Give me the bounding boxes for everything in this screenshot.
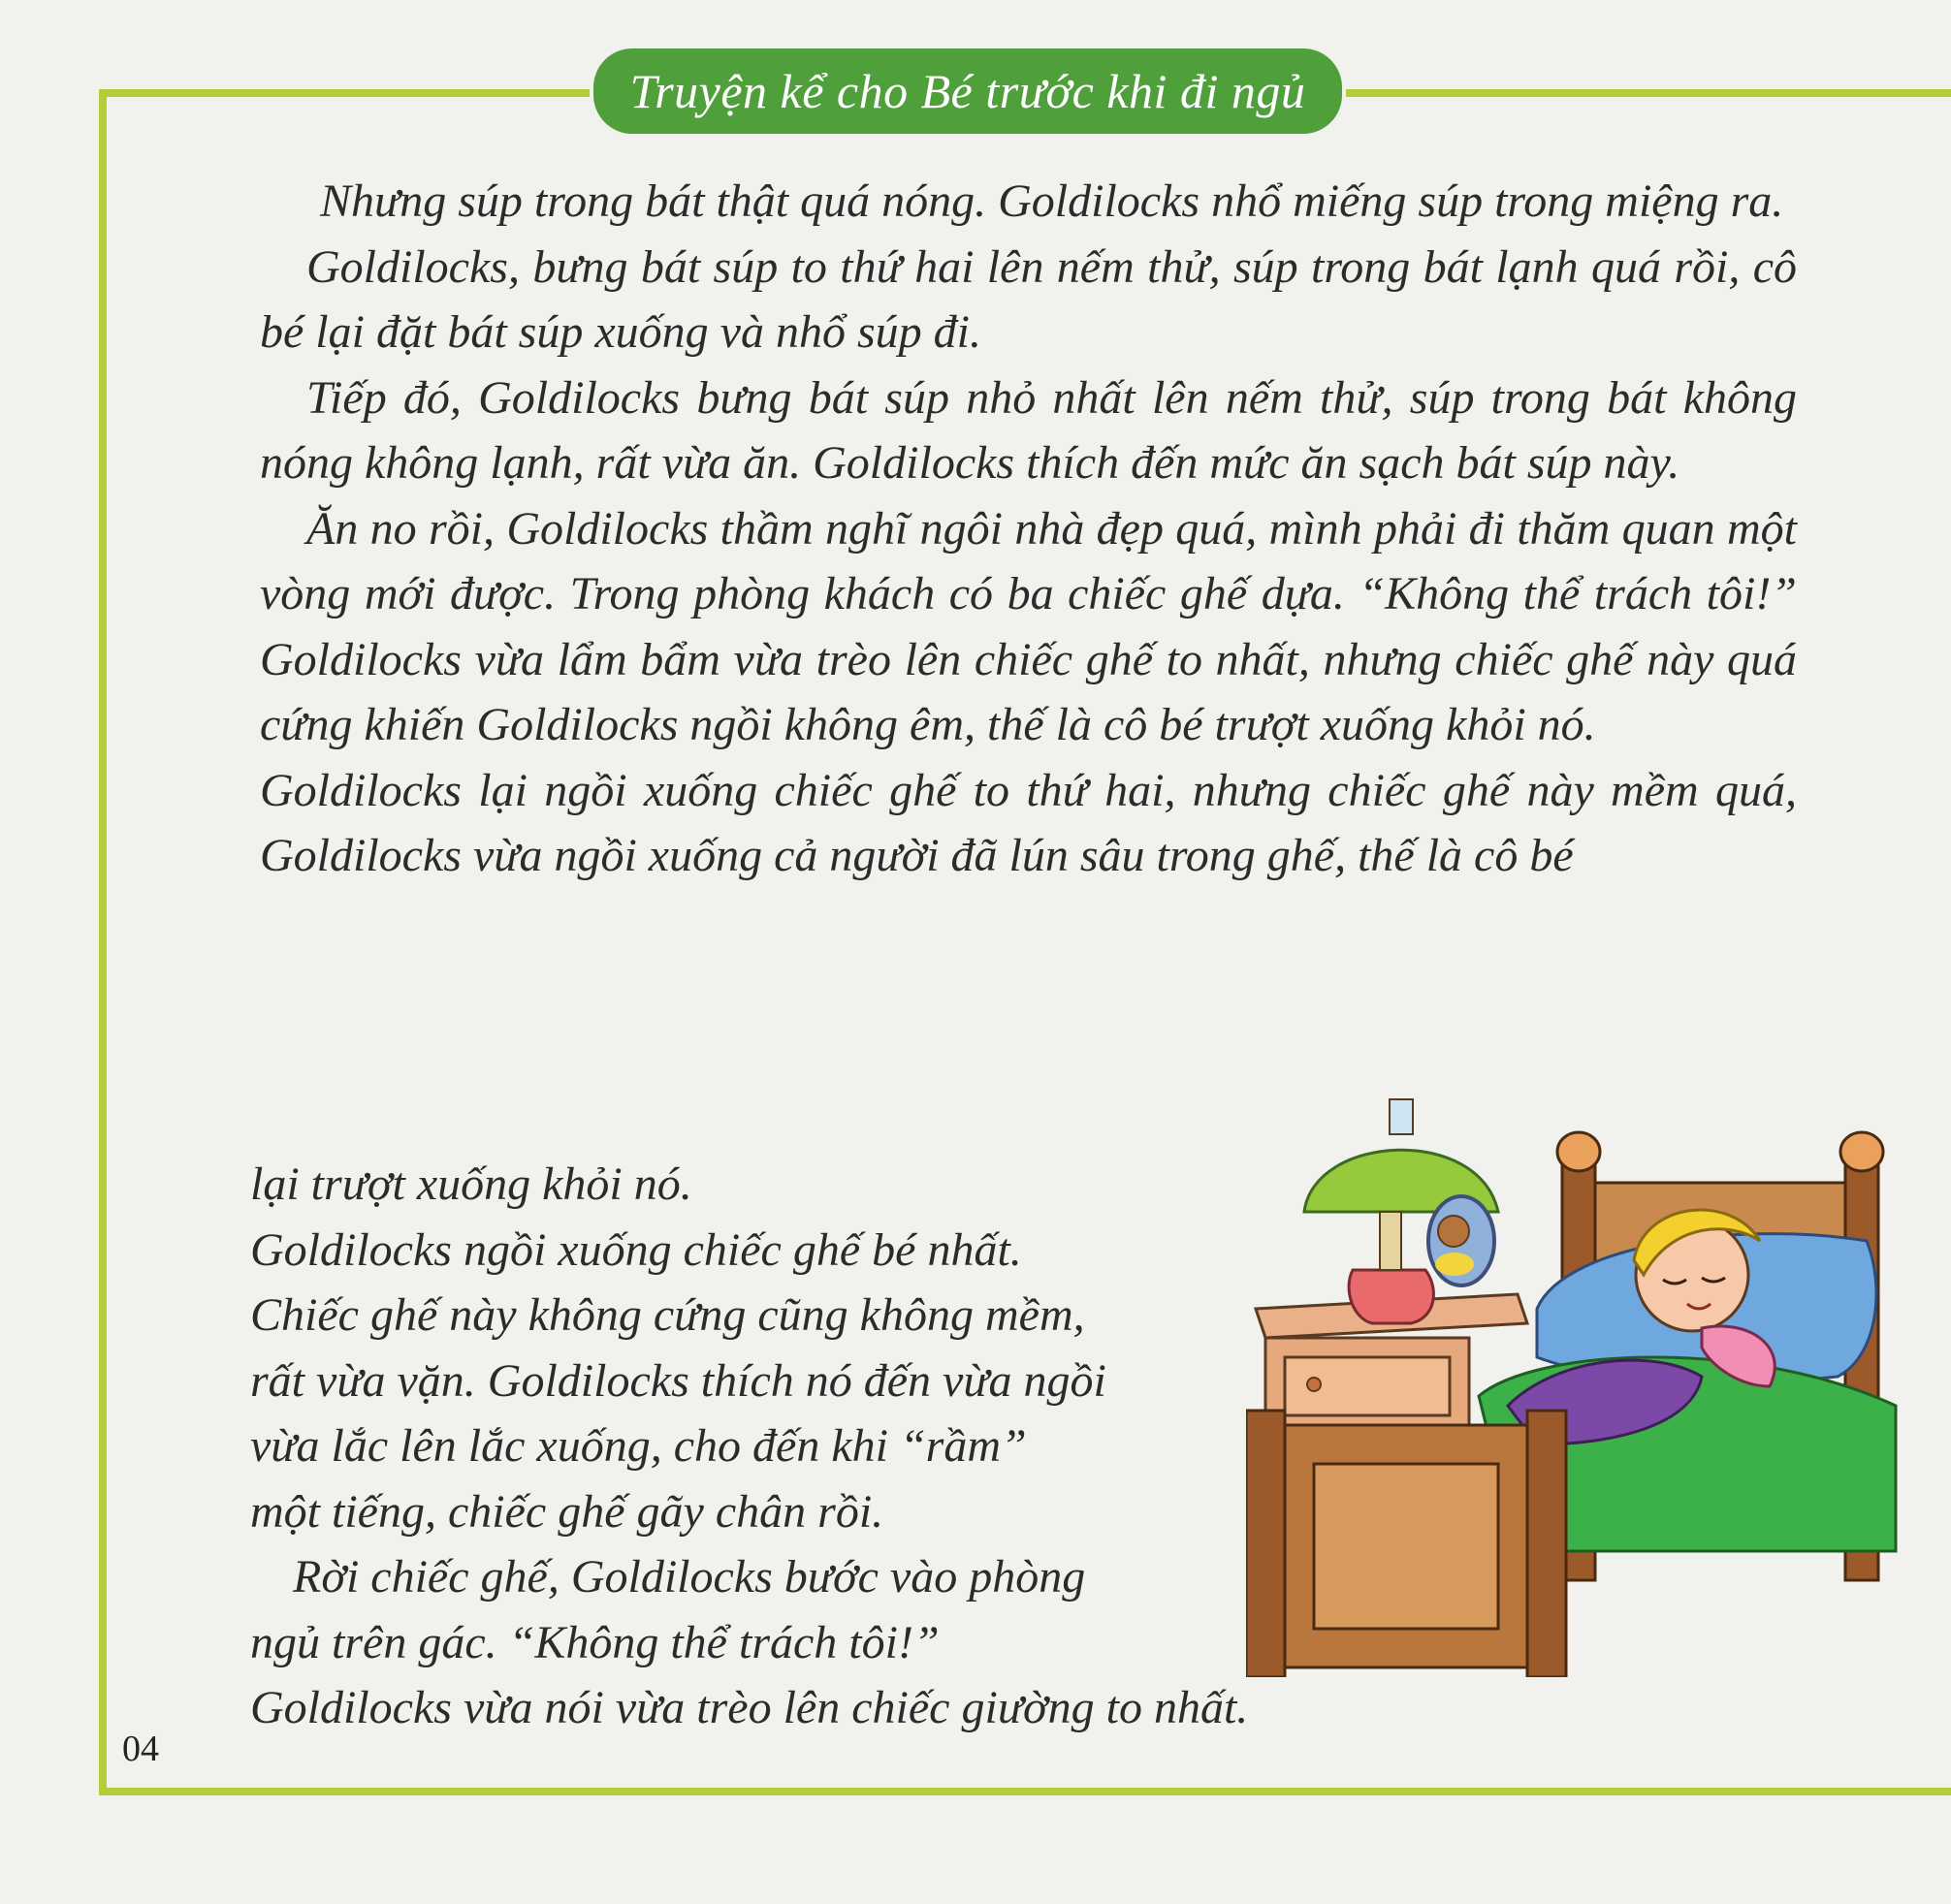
paragraph: Goldilocks, bưng bát súp to thứ hai lên nếm thử, súp trong bát lạnh quá rồi, cô bé lại đặt bát súp xuống và nhổ súp đi. <box>260 240 1797 358</box>
text-line: rất vừa vặn. Goldilocks thích nó đến vừa ngồi <box>250 1354 1106 1407</box>
picture-frame-icon <box>1428 1196 1494 1285</box>
text-line: Rời chiếc ghế, Goldilocks bước vào phòng <box>293 1551 1086 1603</box>
paragraph: Nhưng súp trong bát thật quá nóng. Goldilocks nhổ miếng súp trong miệng ra. <box>320 175 1784 227</box>
text-line: Goldilocks ngồi xuống chiếc ghế bé nhất. <box>250 1223 1022 1276</box>
page-number: 04 <box>122 1729 159 1769</box>
paragraph: Ăn no rồi, Goldilocks thầm nghĩ ngôi nhà đẹp quá, mình phải đi thăm quan một vòng mới được. Trong phòng khách có ba chiếc ghế dựa. “Không thể trách tôi!” Goldilocks vừa lẩm bẩm vừa trèo lên chiếc ghế to nhất, nhưng chiếc ghế này quá cứng khiến Goldilocks ngồi không êm, thế là cô bé trượt xuống khỏi nó. <box>260 502 1797 750</box>
book-title-banner <box>593 48 1342 134</box>
text-line: Goldilocks vừa nói vừa trèo lên chiếc giường to nhất. <box>250 1682 1249 1733</box>
text-line: Chiếc ghế này không cứng cũng không mềm, <box>250 1289 1085 1341</box>
book-title: Truyện kể cho Bé trước khi đi ngủ <box>629 64 1306 118</box>
paragraph: Goldilocks lại ngồi xuống chiếc ghế to thứ hai, nhưng chiếc ghế này mềm quá, Goldilocks vừa ngồi xuống cả người đã lún sâu trong ghế, thế là cô bé <box>260 764 1797 881</box>
paragraph: Tiếp đó, Goldilocks bưng bát súp nhỏ nhất lên nếm thử, súp trong bát không nóng không lạnh, rất vừa ăn. Goldilocks thích đến mức ăn sạch bát súp này. <box>260 371 1797 489</box>
text-line: một tiếng, chiếc ghế gãy chân rồi. <box>250 1485 884 1538</box>
girl-sleeping-in-bed-icon <box>1246 1095 1905 1677</box>
story-text-top <box>260 169 1797 889</box>
text-line: ngủ trên gác. “Không thể trách tôi!” <box>250 1616 940 1668</box>
text-line: lại trượt xuống khỏi nó. <box>250 1158 692 1210</box>
text-line: vừa lắc lên lắc xuống, cho đến khi “rầm” <box>250 1420 1027 1472</box>
story-text-bottom <box>250 1152 1259 1741</box>
